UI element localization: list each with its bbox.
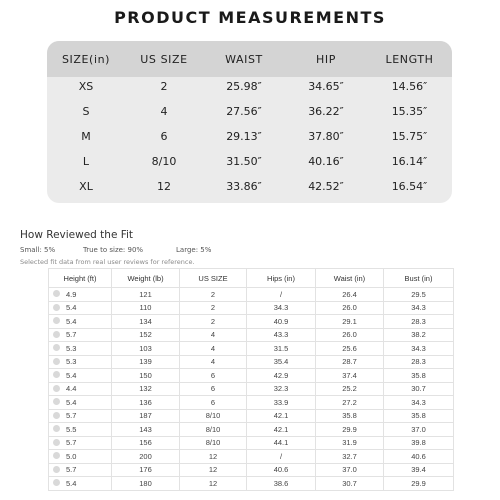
fit-table-cell: 143	[112, 423, 180, 437]
fit-table-cell: 26.4	[316, 288, 384, 302]
fit-table-height-cell	[49, 477, 112, 491]
size-chart-table	[47, 41, 452, 203]
fit-table-cell: 35.8	[384, 369, 454, 383]
fit-table-row	[49, 342, 454, 356]
fit-table-cell: 8/10	[180, 409, 247, 423]
fit-table-height-value: 5.4	[66, 316, 77, 326]
page-title: PRODUCT MEASUREMENTS	[114, 8, 386, 27]
fit-table-height-cell	[49, 450, 112, 464]
user-avatar-icon	[53, 317, 60, 324]
fit-table-cell: 35.8	[384, 409, 454, 423]
fit-table-height-value: 5.3	[66, 343, 77, 353]
fit-table-cell: 28.3	[384, 315, 454, 329]
fit-table-cell: 29.5	[384, 288, 454, 302]
fit-table-cell: 121	[112, 288, 180, 302]
size-chart-header-cell: WAIST	[225, 52, 263, 66]
size-chart-row	[47, 124, 452, 149]
fit-table-height-cell	[49, 436, 112, 450]
fit-review-table	[48, 268, 454, 491]
fit-table-row	[49, 436, 454, 450]
fit-table-height-cell	[49, 355, 112, 369]
fit-table-cell: 12	[180, 477, 247, 491]
fit-table-cell: 8/10	[180, 436, 247, 450]
size-chart-cell: 8/10	[151, 155, 177, 168]
fit-true-to-size-percent: True to size: 90%	[83, 246, 144, 254]
fit-table-height-value: 4.9	[66, 289, 77, 299]
fit-table-cell: 136	[112, 396, 180, 410]
fit-table-row	[49, 382, 454, 396]
fit-table-cell: /	[247, 450, 316, 464]
size-chart-row	[47, 74, 452, 99]
fit-table-cell: 176	[112, 463, 180, 477]
fit-table-height-value: 5.7	[66, 411, 77, 421]
user-avatar-icon	[53, 398, 60, 405]
fit-small-percent: Small: 5%	[20, 246, 56, 254]
fit-table-cell: 39.8	[384, 436, 454, 450]
fit-table-cell: 6	[180, 369, 247, 383]
fit-table-row	[49, 450, 454, 464]
size-chart-cell: 12	[157, 180, 171, 193]
fit-table-height-cell	[49, 396, 112, 410]
fit-table-cell: 28.3	[384, 355, 454, 369]
fit-table-height-value: 5.4	[66, 397, 77, 407]
fit-table-cell: 4	[180, 342, 247, 356]
size-chart-header-cell: SIZE(in)	[61, 52, 111, 66]
fit-section-title: How Reviewed the Fit	[20, 229, 134, 241]
size-chart-cell: 33.86″	[226, 180, 262, 193]
fit-table-cell: 37.0	[316, 463, 384, 477]
size-chart-cell: S	[82, 105, 90, 118]
size-chart-cell: 29.13″	[226, 130, 262, 143]
fit-table-row	[49, 301, 454, 315]
size-chart-row	[47, 99, 452, 124]
size-chart-cell: 14.56″	[391, 80, 428, 93]
fit-table-row	[49, 423, 454, 437]
fit-table-cell: 6	[180, 382, 247, 396]
fit-table-header-cell: Hips (in)	[247, 269, 316, 288]
fit-table-cell: 156	[112, 436, 180, 450]
size-chart-cell: 16.54″	[391, 180, 428, 193]
size-chart-row	[47, 174, 452, 199]
fit-table-cell: 37.4	[316, 369, 384, 383]
fit-table-cell: 103	[112, 342, 180, 356]
fit-table-cell: 42.1	[247, 423, 316, 437]
size-chart-cell: 34.65″	[308, 80, 344, 93]
user-avatar-icon	[53, 331, 60, 338]
fit-table-row	[49, 463, 454, 477]
fit-table-cell: 2	[180, 315, 247, 329]
fit-table-row	[49, 288, 454, 302]
size-chart-cell: 37.80″	[308, 130, 344, 143]
size-chart-cell: L	[82, 155, 90, 168]
fit-table-cell: 28.7	[316, 355, 384, 369]
size-chart-cell: 6	[160, 130, 168, 143]
user-avatar-icon	[53, 412, 60, 419]
fit-large-percent: Large: 5%	[176, 246, 212, 254]
fit-table-cell: 31.5	[247, 342, 316, 356]
size-chart-cell: 15.35″	[391, 105, 428, 118]
user-avatar-icon	[53, 371, 60, 378]
fit-table-cell: 12	[180, 450, 247, 464]
size-chart-cell: 2	[160, 80, 168, 93]
size-chart-header-row	[47, 41, 452, 77]
fit-table-cell: 134	[112, 315, 180, 329]
fit-table-header-row	[49, 269, 454, 288]
fit-table-height-cell	[49, 315, 112, 329]
fit-table-height-value: 5.5	[66, 424, 77, 434]
fit-data-note: Selected fit data from real user reviews for reference.	[20, 258, 195, 266]
fit-table-cell: 152	[112, 328, 180, 342]
fit-table-row	[49, 369, 454, 383]
fit-table-cell: 180	[112, 477, 180, 491]
size-chart-cell: 27.56″	[226, 105, 262, 118]
fit-table-cell: 150	[112, 369, 180, 383]
size-chart-header-cell: US SIZE	[140, 52, 188, 66]
fit-table-cell: 44.1	[247, 436, 316, 450]
size-chart-cell: M	[81, 130, 91, 143]
fit-table-cell: /	[247, 288, 316, 302]
fit-table-row	[49, 355, 454, 369]
fit-table-header-cell: Height (ft)	[49, 269, 112, 288]
size-chart-cell: 25.98″	[226, 80, 262, 93]
fit-table-row	[49, 396, 454, 410]
user-avatar-icon	[53, 290, 60, 297]
user-avatar-icon	[53, 358, 60, 365]
fit-table-cell: 40.6	[384, 450, 454, 464]
fit-table-row	[49, 328, 454, 342]
fit-table-cell: 34.3	[247, 301, 316, 315]
size-chart-cell: 42.52″	[308, 180, 344, 193]
fit-table-cell: 200	[112, 450, 180, 464]
fit-table-height-value: 5.0	[66, 451, 77, 461]
fit-table-cell: 27.2	[316, 396, 384, 410]
fit-table-cell: 8/10	[180, 423, 247, 437]
user-avatar-icon	[53, 344, 60, 351]
fit-table-cell: 4	[180, 328, 247, 342]
fit-table-height-value: 5.7	[66, 330, 77, 340]
fit-table-height-value: 5.4	[66, 370, 77, 380]
user-avatar-icon	[53, 304, 60, 311]
fit-table-height-cell	[49, 382, 112, 396]
fit-table-header-cell: Bust (in)	[384, 269, 454, 288]
fit-table-cell: 30.7	[384, 382, 454, 396]
fit-table-cell: 29.9	[316, 423, 384, 437]
fit-table-height-cell	[49, 301, 112, 315]
fit-table-cell: 35.4	[247, 355, 316, 369]
fit-table-cell: 43.3	[247, 328, 316, 342]
fit-table-row	[49, 477, 454, 491]
fit-table-height-value: 5.4	[66, 478, 77, 488]
fit-table-cell: 42.9	[247, 369, 316, 383]
size-chart-header-cell: HIP	[316, 52, 336, 66]
fit-table-header-cell: US SIZE	[180, 269, 247, 288]
fit-table-height-cell	[49, 463, 112, 477]
fit-table-height-cell	[49, 423, 112, 437]
user-avatar-icon	[53, 439, 60, 446]
fit-table-cell: 25.6	[316, 342, 384, 356]
fit-table-height-value: 5.4	[66, 303, 77, 313]
size-chart-cell: 15.75″	[391, 130, 428, 143]
fit-table-cell: 26.0	[316, 301, 384, 315]
fit-table-height-cell	[49, 409, 112, 423]
fit-table-height-value: 5.3	[66, 357, 77, 367]
fit-table-cell: 29.1	[316, 315, 384, 329]
user-avatar-icon	[53, 479, 60, 486]
fit-table-row	[49, 315, 454, 329]
fit-table-cell: 12	[180, 463, 247, 477]
fit-table-height-value: 4.4	[66, 384, 77, 394]
fit-table-cell: 32.3	[247, 382, 316, 396]
fit-table-height-value: 5.7	[66, 465, 77, 475]
fit-table-cell: 39.4	[384, 463, 454, 477]
size-chart-row	[47, 149, 452, 174]
fit-table-cell: 26.0	[316, 328, 384, 342]
fit-table-cell: 2	[180, 301, 247, 315]
fit-table-height-cell	[49, 328, 112, 342]
fit-table-height-cell	[49, 342, 112, 356]
fit-table-cell: 187	[112, 409, 180, 423]
fit-table-row	[49, 409, 454, 423]
fit-table-cell: 6	[180, 396, 247, 410]
fit-table-cell: 37.0	[384, 423, 454, 437]
fit-table-cell: 34.3	[384, 396, 454, 410]
size-chart-cell: XS	[78, 80, 94, 93]
fit-table-header-cell: Waist (in)	[316, 269, 384, 288]
fit-table-cell: 40.6	[247, 463, 316, 477]
fit-table-cell: 34.3	[384, 342, 454, 356]
fit-table-cell: 38.6	[247, 477, 316, 491]
fit-table-cell: 132	[112, 382, 180, 396]
user-avatar-icon	[53, 452, 60, 459]
size-chart-cell: 4	[160, 105, 168, 118]
size-chart-cell: 36.22″	[308, 105, 344, 118]
fit-table-height-cell	[49, 369, 112, 383]
fit-table-cell: 4	[180, 355, 247, 369]
fit-table-height-value: 5.7	[66, 438, 77, 448]
fit-table-cell: 29.9	[384, 477, 454, 491]
size-chart-cell: 40.16″	[308, 155, 344, 168]
fit-table-cell: 31.9	[316, 436, 384, 450]
size-chart-cell: XL	[79, 180, 93, 193]
fit-table-cell: 139	[112, 355, 180, 369]
fit-table-cell: 25.2	[316, 382, 384, 396]
user-avatar-icon	[53, 466, 60, 473]
fit-table-cell: 2	[180, 288, 247, 302]
fit-table-cell: 30.7	[316, 477, 384, 491]
fit-table-cell: 35.8	[316, 409, 384, 423]
fit-table-cell: 38.2	[384, 328, 454, 342]
fit-table-cell: 34.3	[384, 301, 454, 315]
fit-table-cell: 33.9	[247, 396, 316, 410]
fit-table-cell: 42.1	[247, 409, 316, 423]
fit-table-height-cell	[49, 288, 112, 302]
size-chart-cell: 31.50″	[226, 155, 262, 168]
fit-table-header-cell: Weight (lb)	[112, 269, 180, 288]
user-avatar-icon	[53, 385, 60, 392]
user-avatar-icon	[53, 425, 60, 432]
fit-table-cell: 40.9	[247, 315, 316, 329]
size-chart-header-cell: LENGTH	[385, 52, 434, 66]
fit-table-cell: 110	[112, 301, 180, 315]
size-chart-cell: 16.14″	[391, 155, 428, 168]
fit-table-cell: 32.7	[316, 450, 384, 464]
